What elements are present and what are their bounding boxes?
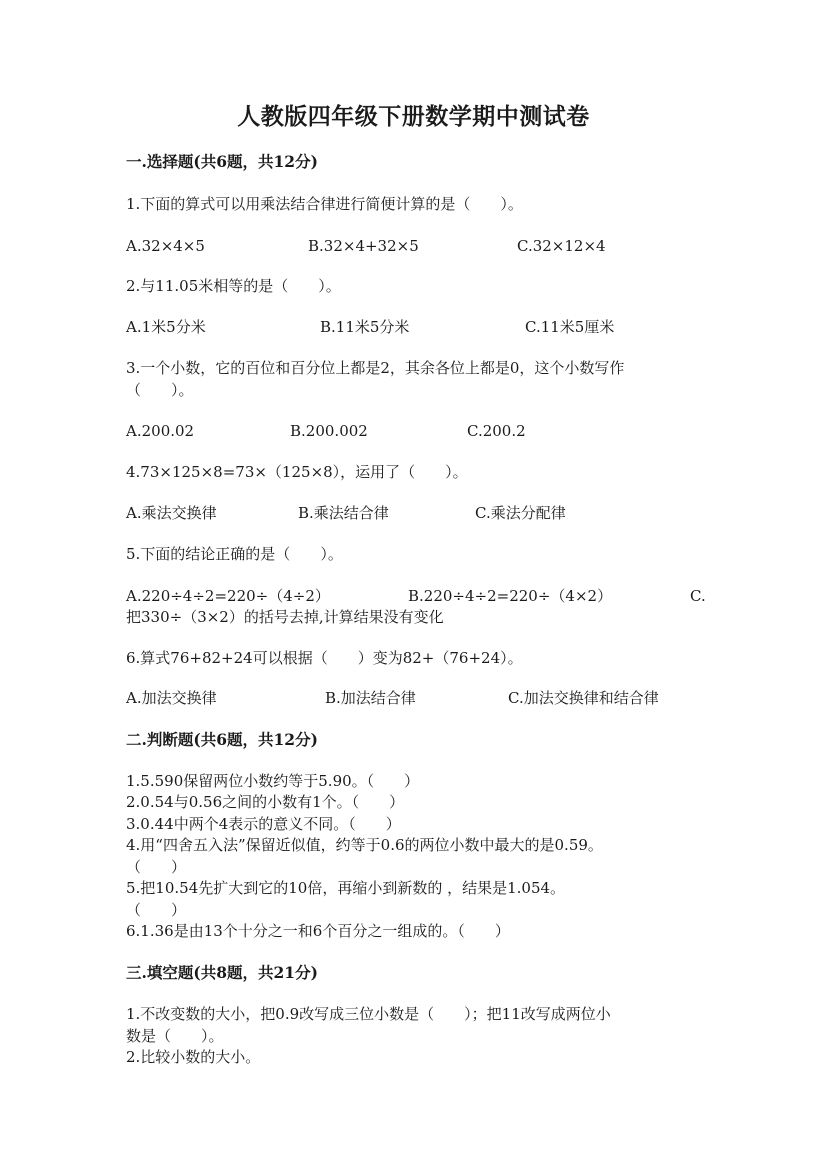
- question-text-cont: （ ）。: [126, 381, 194, 399]
- option-b: B.220÷4÷2=220÷（4×2）: [408, 587, 613, 605]
- judge-item-cont: （ ）: [126, 858, 187, 876]
- option-a: A.220÷4÷2=220÷（4÷2）: [126, 587, 330, 605]
- option-a: A.1米5分米: [126, 318, 206, 336]
- judge-item: 6.1.36是由13个十分之一和6个百分之一组成的。（ ）: [126, 922, 510, 940]
- option-c: C.11米5厘米: [525, 318, 615, 336]
- option-c: C.乘法分配律: [475, 504, 566, 522]
- fill-item: 2.比较小数的大小。: [126, 1048, 261, 1066]
- question-text: 4.73×125×8=73×（125×8），运用了（ ）。: [126, 463, 468, 481]
- option-c: C.加法交换律和结合律: [508, 689, 659, 707]
- judge-item: 4.用“四舍五入法”保留近似值，约等于0.6的两位小数中最大的是0.59。: [126, 836, 603, 854]
- option-a: A.32×4×5: [126, 237, 205, 255]
- fill-item: 1.不改变数的大小，把0.9改写成三位小数是（ ）；把11改写成两位小: [126, 1005, 611, 1023]
- option-c: C.32×12×4: [517, 237, 606, 255]
- section-heading-fill: 三.填空题(共8题，共21分): [126, 963, 318, 982]
- option-a: A.加法交换律: [126, 689, 217, 707]
- page-title: 人教版四年级下册数学期中测试卷: [237, 103, 590, 130]
- option-a: A.200.02: [126, 422, 195, 440]
- section-heading-choice: 一.选择题(共6题，共12分): [126, 152, 318, 171]
- section-heading-judge: 二.判断题(共6题，共12分): [126, 730, 318, 749]
- judge-item: 3.0.44中两个4表示的意义不同。（ ）: [126, 815, 401, 833]
- option-c-text: 把330÷（3×2）的括号去掉,计算结果没有变化: [126, 608, 444, 626]
- question-text: 1.下面的算式可以用乘法结合律进行简便计算的是（ ）。: [126, 195, 523, 213]
- option-c: C.200.2: [467, 422, 526, 440]
- question-text: 6.算式76+82+24可以根据（ ）变为82+（76+24）。: [126, 649, 523, 667]
- judge-item: 1.5.590保留两位小数约等于5.90。（ ）: [126, 772, 420, 790]
- option-a: A.乘法交换律: [126, 504, 217, 522]
- judge-item: 5.把10.54先扩大到它的10倍，再缩小到新数的 ，结果是1.054。: [126, 879, 566, 897]
- question-text: 3.一个小数，它的百位和百分位上都是2，其余各位上都是0，这个小数写作: [126, 359, 625, 377]
- option-b: B.11米5分米: [320, 318, 410, 336]
- fill-item-cont: 数是（ ）。: [126, 1027, 224, 1045]
- question-text: 2.与11.05米相等的是（ ）。: [126, 277, 341, 295]
- option-c: C.: [690, 587, 706, 605]
- judge-item: 2.0.54与0.56之间的小数有1个。（ ）: [126, 793, 405, 811]
- judge-item-cont: （ ）: [126, 901, 187, 919]
- option-b: B.32×4+32×5: [308, 237, 419, 255]
- option-b: B.加法结合律: [325, 689, 416, 707]
- question-text: 5.下面的结论正确的是（ ）。: [126, 545, 343, 563]
- option-b: B.乘法结合律: [298, 504, 389, 522]
- option-b: B.200.002: [290, 422, 368, 440]
